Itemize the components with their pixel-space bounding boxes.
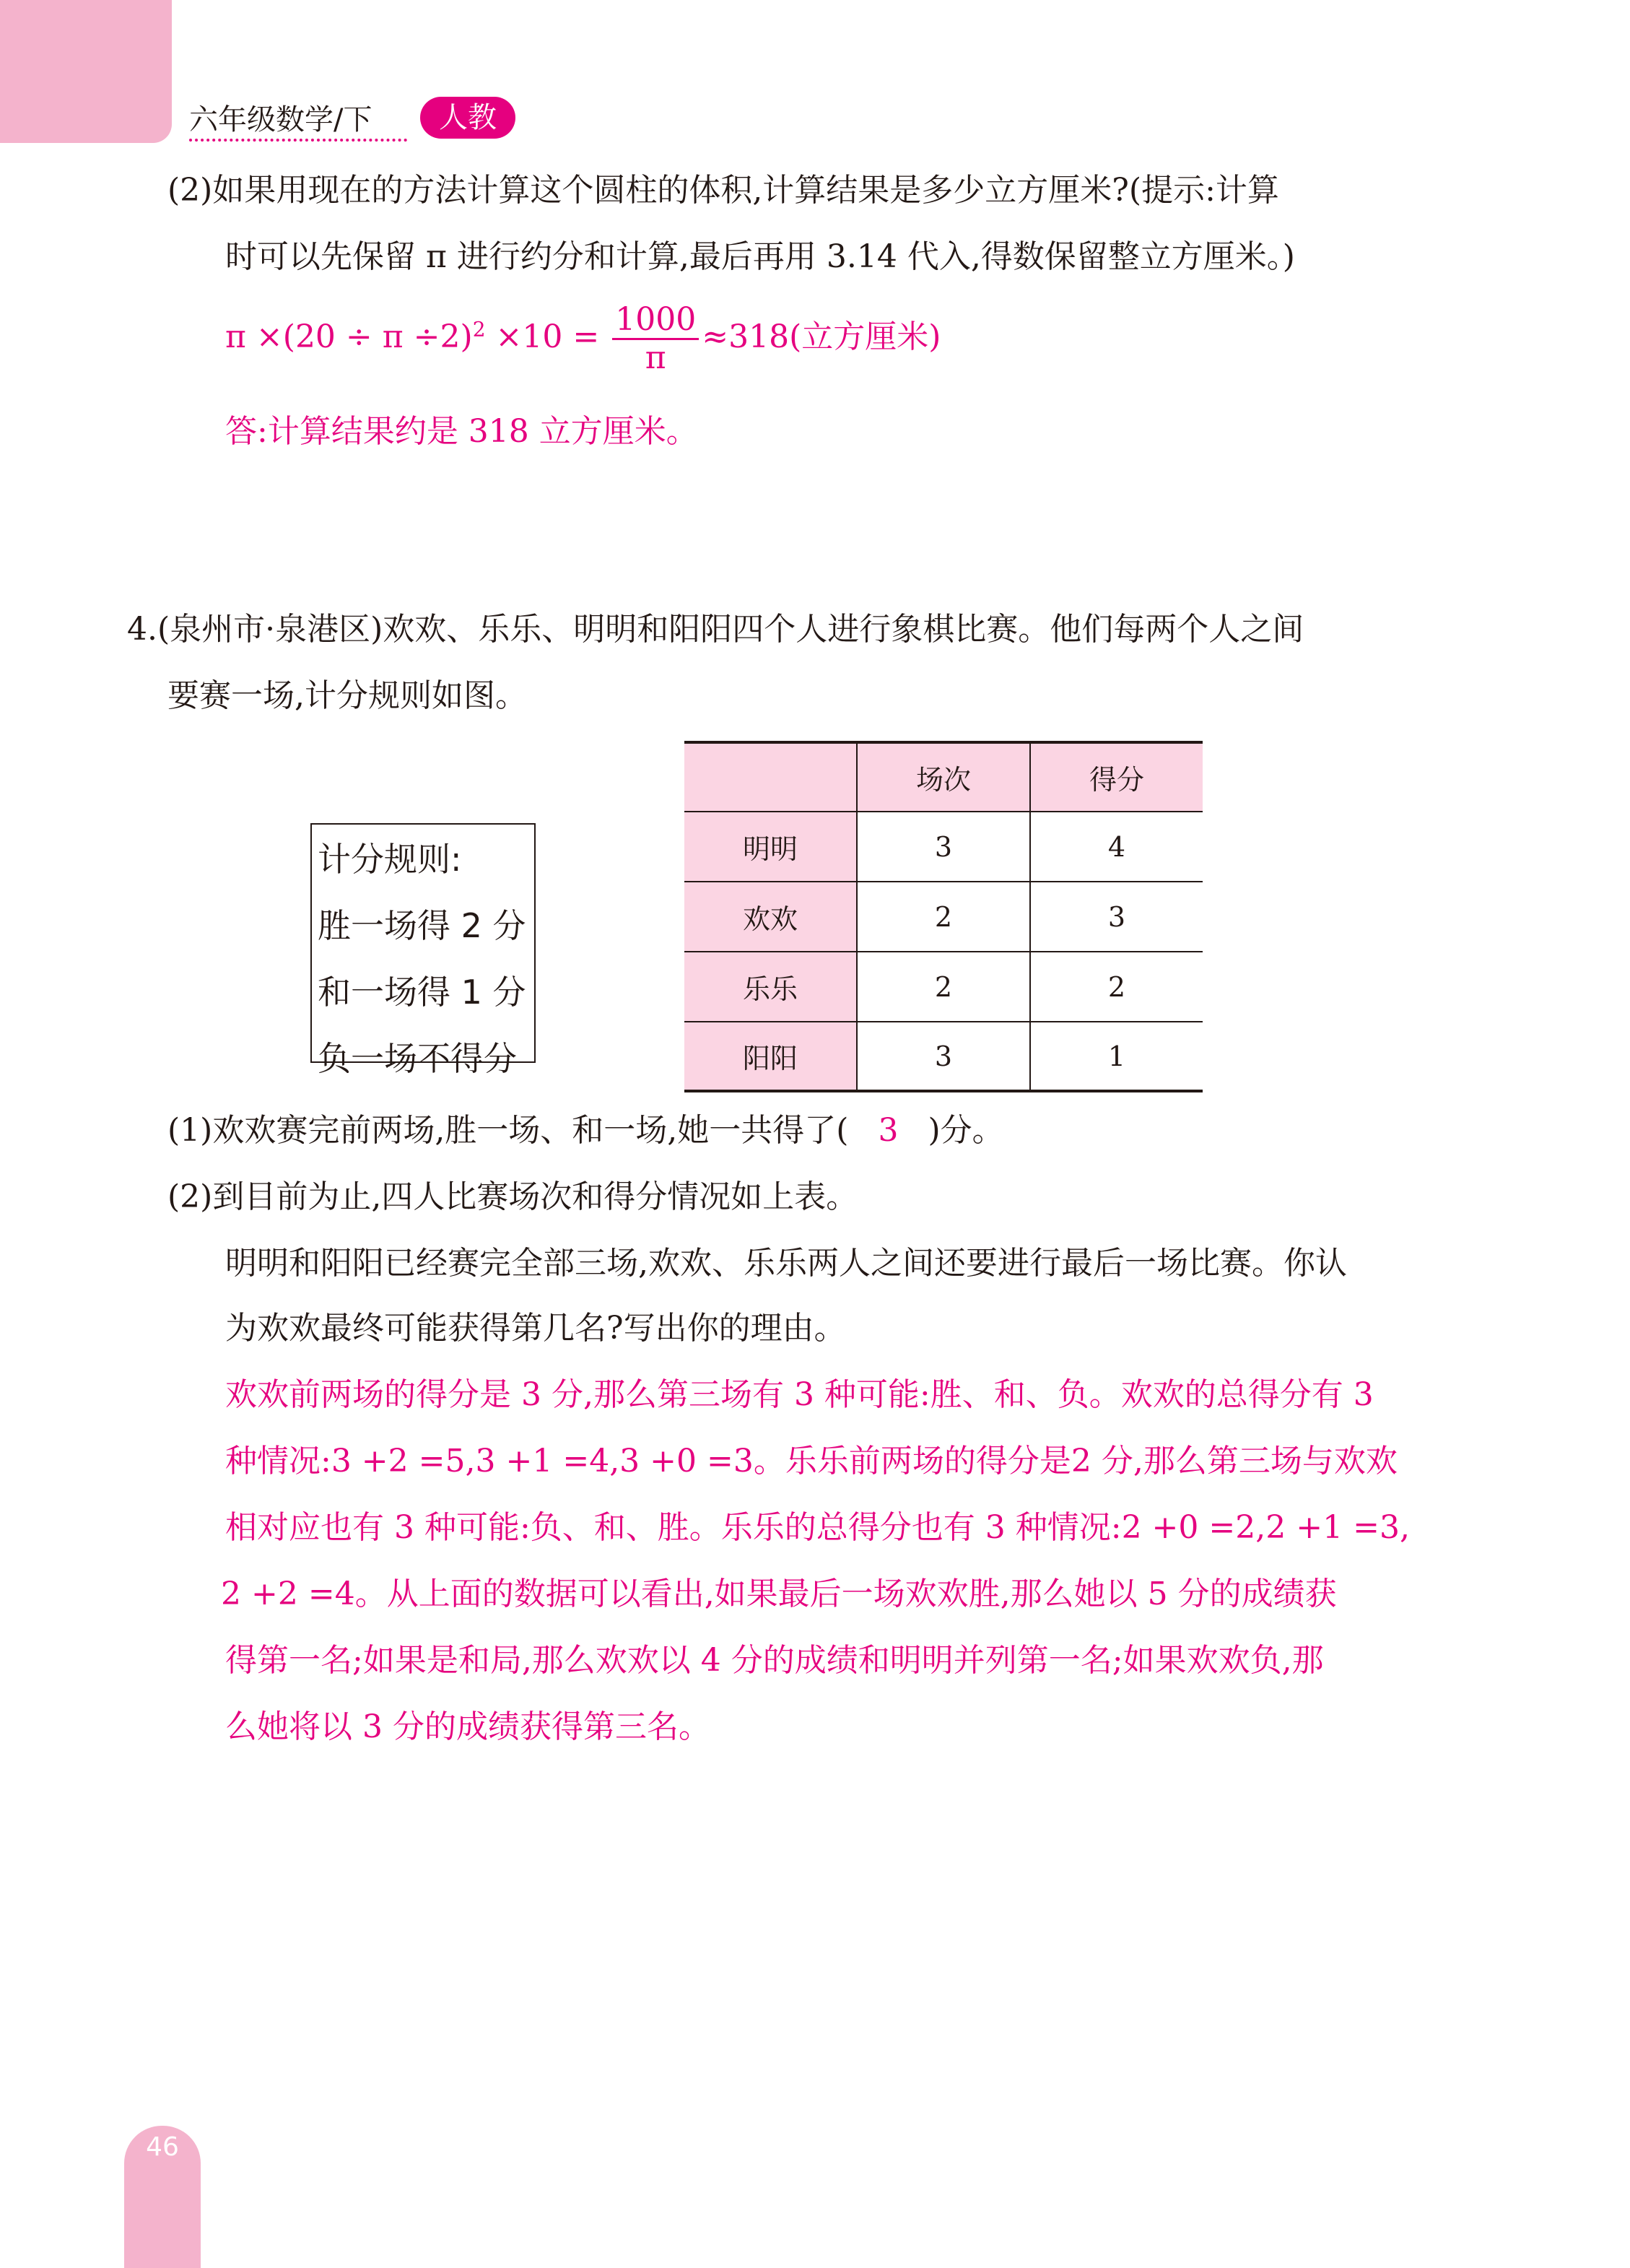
fraction-numerator: 1000 xyxy=(612,302,699,340)
games-played: 3 xyxy=(857,1022,1030,1091)
answer-line: 欢欢前两场的得分是 3 分,那么第三场有 3 种可能:胜、和、负。欢欢的总得分有 3 xyxy=(225,1376,1374,1413)
table-header-cell xyxy=(684,742,857,812)
score: 4 xyxy=(1030,812,1203,882)
header-dotted-rule xyxy=(189,139,407,142)
games-played: 3 xyxy=(857,812,1030,882)
score: 1 xyxy=(1030,1022,1203,1091)
answer-line: 么她将以 3 分的成绩获得第三名。 xyxy=(225,1708,710,1745)
top-page-tab xyxy=(0,0,172,143)
answer-line: 2 +2 =4。从上面的数据可以看出,如果最后一场欢欢胜,那么她以 5 分的成绩获 xyxy=(221,1576,1337,1612)
formula-left: π ×(20 ÷ π ÷2) xyxy=(225,318,473,355)
table-row xyxy=(684,882,1203,952)
q4-line2: 要赛一场,计分规则如图。 xyxy=(167,677,527,714)
table-row xyxy=(684,812,1203,882)
formula-exponent: 2 xyxy=(472,317,486,342)
table-row xyxy=(684,952,1203,1022)
formula-right: ≈318(立方厘米) xyxy=(702,318,941,355)
games-played: 2 xyxy=(857,882,1030,952)
formula-mid: ×10 = xyxy=(485,318,600,355)
part1-suffix: )分。 xyxy=(928,1112,1004,1149)
score-table xyxy=(684,741,1203,1092)
q4-part2-line1: (2)到目前为止,四人比赛场次和得分情况如上表。 xyxy=(167,1178,858,1215)
rule-win: 胜一场得 2 分 xyxy=(318,906,526,945)
q3-part2-line1: (2)如果用现在的方法计算这个圆柱的体积,计算结果是多少立方厘米?(提示:计算 xyxy=(167,172,1279,209)
q3-formula xyxy=(225,302,941,376)
header-badge: 人教 xyxy=(420,97,515,139)
table-header-row xyxy=(684,742,1203,812)
q4-part1 xyxy=(167,1109,1004,1152)
answer-line: 相对应也有 3 种可能:负、和、胜。乐乐的总得分也有 3 种情况:2 +0 =2,2 +1 =3, xyxy=(225,1509,1410,1546)
table-header-cell: 得分 xyxy=(1030,742,1203,812)
q4-part2-line2: 明明和阳阳已经赛完全部三场,欢欢、乐乐两人之间还要进行最后一场比赛。你认 xyxy=(225,1245,1347,1282)
page-number: 46 xyxy=(146,2132,179,2162)
rule-lose: 负一场不得分 xyxy=(318,1039,517,1078)
part1-prompt: (1)欢欢赛完前两场,胜一场、和一场,她一共得了( xyxy=(167,1112,849,1149)
table-row xyxy=(684,1022,1203,1091)
table-header-cell: 场次 xyxy=(857,742,1030,812)
player-name: 明明 xyxy=(684,812,857,882)
player-name: 欢欢 xyxy=(684,882,857,952)
scoring-rules-box xyxy=(310,823,536,1078)
score: 3 xyxy=(1030,882,1203,952)
games-played: 2 xyxy=(857,952,1030,1022)
header-title: 六年级数学/下 xyxy=(189,103,372,136)
part1-answer: 3 xyxy=(878,1112,899,1149)
rules-title: 计分规则: xyxy=(318,840,462,879)
answer-line: 种情况:3 +2 =5,3 +1 =4,3 +0 =3。乐乐前两场的得分是2 分,那么第三场与欢欢 xyxy=(225,1443,1398,1480)
rule-draw: 和一场得 1 分 xyxy=(318,973,526,1012)
player-name: 阳阳 xyxy=(684,1022,857,1091)
q4-part2-line3: 为欢欢最终可能获得第几名?写出你的理由。 xyxy=(225,1310,846,1347)
q4-line1: 4.(泉州市·泉港区)欢欢、乐乐、明明和阳阳四个人进行象棋比赛。他们每两个人之间 xyxy=(127,611,1304,648)
q3-part2-line2: 时可以先保留 π 进行约分和计算,最后再用 3.14 代入,得数保留整立方厘米。) xyxy=(225,238,1295,275)
formula-fraction xyxy=(612,302,699,376)
score: 2 xyxy=(1030,952,1203,1022)
fraction-denominator: π xyxy=(645,339,666,376)
player-name: 乐乐 xyxy=(684,952,857,1022)
answer-line: 得第一名;如果是和局,那么欢欢以 4 分的成绩和明明并列第一名;如果欢欢负,那 xyxy=(225,1642,1324,1679)
q3-answer: 答:计算结果约是 318 立方厘米。 xyxy=(225,413,698,450)
